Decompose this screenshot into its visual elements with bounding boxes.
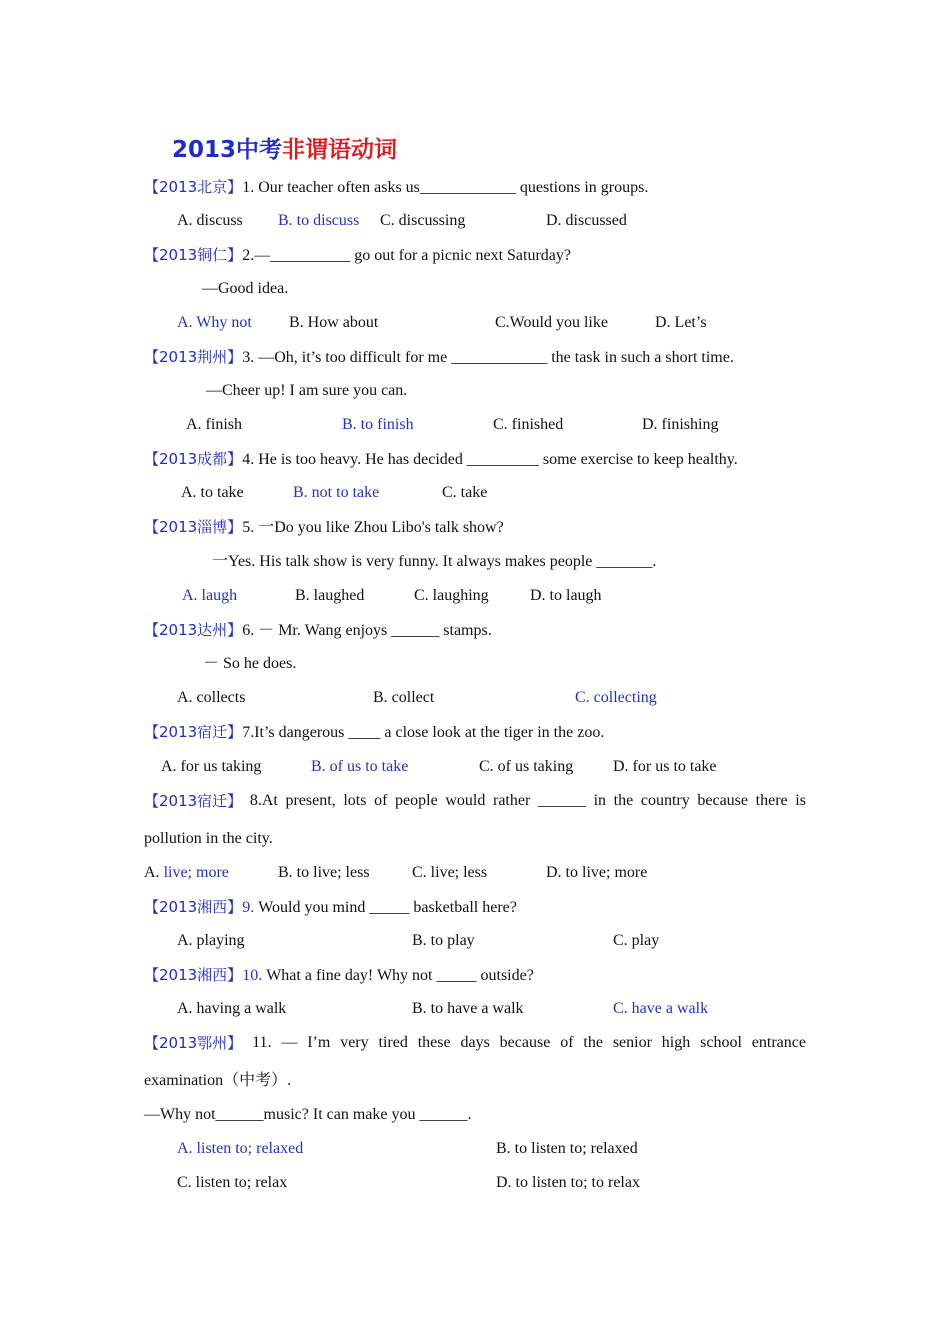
option-b-answer: B. to finish — [342, 416, 414, 433]
question-10-stem — [144, 965, 534, 986]
question-source: 【2013湘西】 — [144, 966, 243, 984]
stem-word: the — [583, 1034, 603, 1051]
question-source: 【2013成都】 — [144, 450, 243, 468]
stem-word: — — [281, 1034, 298, 1051]
question-text: 2.—__________ go out for a picnic next Saturday? — [242, 247, 572, 264]
stem-word: these — [417, 1034, 451, 1051]
question-text: 4. He is too heavy. He has decided _________ some exercise to keep healthy. — [242, 451, 738, 468]
stem-word: country — [640, 792, 690, 809]
title-year: 2013 — [172, 137, 237, 163]
question-5-reply: 一Yes. His talk show is very funny. It always makes people _______. — [212, 553, 657, 570]
question-2-stem — [144, 245, 571, 266]
question-text: 3. —Oh, it’s too difficult for me ____________ the task in such a short time. — [242, 349, 734, 366]
stem-word: days — [460, 1034, 490, 1051]
option-d: D. to laugh — [530, 587, 602, 604]
question-7-stem — [144, 722, 604, 743]
option-a: A. finish — [186, 416, 242, 433]
option-a: A. having a walk — [177, 1000, 287, 1017]
question-3-reply: —Cheer up! I am sure you can. — [206, 382, 408, 399]
question-source: 【2013鄂州】 — [144, 1034, 243, 1052]
option-a-answer: A. laugh — [182, 587, 238, 604]
option-d: D. for us to take — [613, 758, 717, 775]
question-text: Would you mind _____ basketball here? — [254, 899, 517, 916]
option-a: A. to take — [181, 484, 244, 501]
question-text: What a fine day! Why not _____ outside? — [262, 967, 534, 984]
option-a-answer: live; more — [163, 864, 229, 881]
question-source: 【2013宿迁】 — [144, 792, 243, 810]
option-b: B. to have a walk — [412, 1000, 524, 1017]
stem-word: high — [661, 1034, 691, 1051]
stem-word: school — [700, 1034, 742, 1051]
option-a — [144, 863, 229, 883]
question-source: 【2013北京】 — [144, 178, 243, 196]
stem-word: 8.At — [249, 792, 278, 809]
option-c: C. laughing — [414, 587, 489, 604]
stem-word: is — [795, 792, 806, 809]
stem-word: of — [560, 1034, 574, 1051]
stem-word: would — [445, 792, 486, 809]
option-d: D. to live; more — [546, 864, 648, 881]
option-b: B. collect — [373, 689, 435, 706]
question-11-stem — [144, 1033, 806, 1053]
question-11-reply: —Why not______music? It can make you ______. — [144, 1106, 472, 1123]
question-text: 5. 一Do you like Zhou Libo's talk show? — [242, 519, 504, 536]
option-b-answer: B. of us to take — [311, 758, 409, 775]
option-a: A. collects — [177, 689, 246, 706]
stem-word: there — [755, 792, 788, 809]
option-b: B. to listen to; relaxed — [496, 1140, 638, 1157]
option-b: B. laughed — [295, 587, 365, 604]
option-c: C. play — [613, 932, 660, 949]
option-c: C. discussing — [380, 212, 466, 229]
stem-word: lots — [343, 792, 367, 809]
option-letter: A. — [144, 864, 160, 881]
page-title — [172, 131, 397, 164]
question-9-stem — [144, 897, 517, 918]
question-4-stem — [144, 449, 738, 470]
question-2-reply: —Good idea. — [202, 280, 289, 297]
question-11-stem-continued: examination（中考）. — [144, 1072, 292, 1089]
question-text: 1. Our teacher often asks us____________ questions in groups. — [242, 179, 649, 196]
option-c-answer: C. have a walk — [613, 1000, 709, 1017]
question-source: 【2013铜仁】 — [144, 246, 243, 264]
stem-word: rather — [492, 792, 531, 809]
stem-word: people — [395, 792, 438, 809]
title-topic: 非谓语动词 — [282, 137, 398, 163]
stem-word: 11. — [252, 1034, 272, 1051]
stem-word: because — [697, 792, 749, 809]
question-number: 10. — [242, 967, 263, 984]
question-source: 【2013湘西】 — [144, 898, 243, 916]
option-c: C. finished — [493, 416, 564, 433]
question-text: 7.It’s dangerous ____ a close look at the tiger in the zoo. — [242, 724, 605, 741]
title-prefix: 中考 — [236, 137, 283, 163]
option-b-answer: B. not to take — [293, 484, 380, 501]
stem-word: present, — [285, 792, 336, 809]
option-c-answer: C. collecting — [575, 689, 657, 706]
question-8-stem — [144, 791, 806, 811]
stem-word: entrance — [751, 1034, 806, 1051]
option-a: A. playing — [177, 932, 245, 949]
option-c: C.Would you like — [495, 314, 608, 331]
stem-word: very — [340, 1034, 369, 1051]
question-6-stem — [144, 620, 492, 641]
question-3-stem — [144, 347, 734, 368]
stem-word: in — [593, 792, 607, 809]
stem-word: because — [499, 1034, 551, 1051]
option-b: B. to live; less — [278, 864, 370, 881]
question-1-stem — [144, 177, 648, 198]
option-a: A. discuss — [177, 212, 243, 229]
option-c: C. take — [442, 484, 488, 501]
stem-word: I’m — [307, 1034, 331, 1051]
question-text: 6. － Mr. Wang enjoys ______ stamps. — [242, 622, 492, 639]
option-a-answer: A. Why not — [177, 314, 252, 331]
option-d: D. discussed — [546, 212, 627, 229]
stem-blank: ______ — [537, 792, 586, 809]
question-5-stem — [144, 517, 504, 538]
option-d: D. to listen to; to relax — [496, 1174, 640, 1191]
option-b: B. to play — [412, 932, 475, 949]
stem-word: the — [613, 792, 634, 809]
question-6-reply: － So he does. — [203, 655, 297, 672]
option-b-answer: B. to discuss — [278, 212, 360, 229]
option-c: C. listen to; relax — [177, 1174, 288, 1191]
stem-word: of — [374, 792, 388, 809]
option-c: C. live; less — [412, 864, 488, 881]
question-8-stem-continued: pollution in the city. — [144, 830, 273, 847]
question-source: 【2013达州】 — [144, 621, 243, 639]
option-d: D. finishing — [642, 416, 719, 433]
option-a: A. for us taking — [161, 758, 262, 775]
question-source: 【2013淄博】 — [144, 518, 243, 536]
option-c: C. of us taking — [479, 758, 574, 775]
question-source: 【2013宿迁】 — [144, 723, 243, 741]
option-b: B. How about — [289, 314, 379, 331]
stem-word: senior — [612, 1034, 652, 1051]
question-number: 9. — [242, 899, 255, 916]
stem-word: tired — [378, 1034, 408, 1051]
option-a-answer: A. listen to; relaxed — [177, 1140, 304, 1157]
option-d: D. Let’s — [655, 314, 707, 331]
question-source: 【2013荆州】 — [144, 348, 243, 366]
